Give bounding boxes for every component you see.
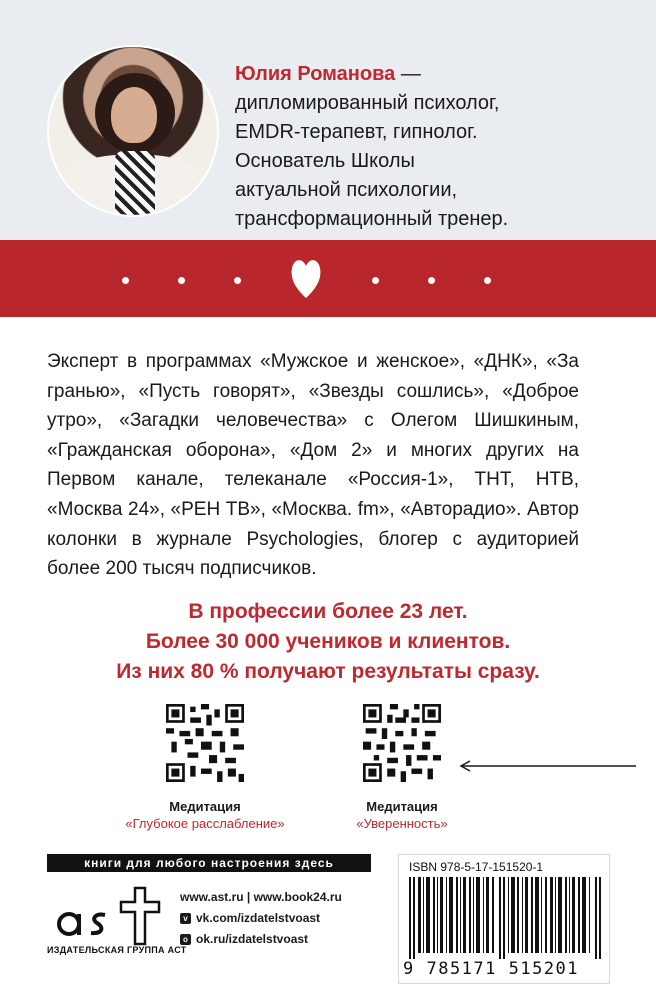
author-name: Юлия Романова xyxy=(235,63,396,85)
highlight-line: В профессии более 23 лет. xyxy=(188,600,468,623)
qr-code-icon xyxy=(363,704,441,782)
vk-row xyxy=(180,908,342,929)
author-bio-line: Основатель Школы xyxy=(235,150,415,172)
ok-icon: o xyxy=(180,934,191,945)
qr-caption-title: Медитация xyxy=(169,799,241,814)
dot-icon xyxy=(178,277,185,284)
author-bio xyxy=(235,60,635,234)
vk-icon: v xyxy=(180,913,191,924)
decorative-red-band xyxy=(0,240,656,317)
arrow-left-icon xyxy=(458,760,638,772)
dot-icon xyxy=(484,277,491,284)
biography-paragraph: Эксперт в программах «Мужское и женское», «ДНК», «За гранью», «Пусть говорят», «Звезды сошлись», «Доброе утро», «Загадки человечества» с Олегом Шишкиным, «Гражданская оборона», «Дом 2» и многих других на Первом канале, телеканале «Россия-1», ТНТ, НТВ, «Москва 24», «РЕН ТВ», «Москва. fm», «Авторадио». Автор колонки в журнале Psychologies, блогер с аудиторией более 200 тысяч подписчиков. xyxy=(47,351,579,580)
publisher-links xyxy=(180,887,342,950)
qr-caption-subtitle: «Уверенность» xyxy=(356,816,448,831)
barcode-digits: 9 785171 515201 xyxy=(403,959,580,979)
dot-icon xyxy=(122,277,129,284)
highlight-line: Более 30 000 учеников и клиентов. xyxy=(145,630,511,653)
isbn-barcode-box xyxy=(398,854,610,984)
author-bio-line: трансформационный тренер. xyxy=(235,208,509,230)
qr-code-icon xyxy=(166,704,244,782)
author-bio-line: EMDR-терапевт, гипнолог. xyxy=(235,121,478,143)
highlights xyxy=(0,597,656,687)
qr-caption-subtitle: «Глубокое расслабление» xyxy=(125,816,285,831)
tagline-banner: книги для любого настроения здесь xyxy=(47,854,371,872)
author-bio-line: — xyxy=(395,63,421,85)
ok-row xyxy=(180,929,342,950)
author-photo xyxy=(47,45,219,217)
author-bio-line: актуальной психологии, xyxy=(235,179,458,201)
dot-icon xyxy=(428,277,435,284)
vk-link[interactable]: vk.com/izdatelstvoast xyxy=(196,911,321,925)
heart-icon xyxy=(289,254,323,300)
dot-icon xyxy=(372,277,379,284)
qr-caption-title: Медитация xyxy=(366,799,438,814)
highlight-line: Из них 80 % получают результаты сразу. xyxy=(116,660,540,683)
qr-code-relaxation[interactable] xyxy=(166,704,244,782)
websites-row xyxy=(180,887,342,908)
qr-caption-relaxation xyxy=(105,798,305,832)
ast-logo xyxy=(47,884,167,948)
websites-link[interactable]: www.ast.ru | www.book24.ru xyxy=(180,890,342,904)
ok-link[interactable]: ok.ru/izdatelstvoast xyxy=(196,932,309,946)
qr-code-confidence[interactable] xyxy=(363,704,441,782)
author-bio-line: дипломированный психолог, xyxy=(235,92,500,114)
publisher-name: ИЗДАТЕЛЬСКАЯ ГРУППА АСТ xyxy=(47,945,187,955)
qr-caption-confidence xyxy=(302,798,502,832)
isbn-label: ISBN 978-5-17-151520-1 xyxy=(409,860,544,874)
barcode-icon xyxy=(409,877,601,959)
dot-icon xyxy=(234,277,241,284)
